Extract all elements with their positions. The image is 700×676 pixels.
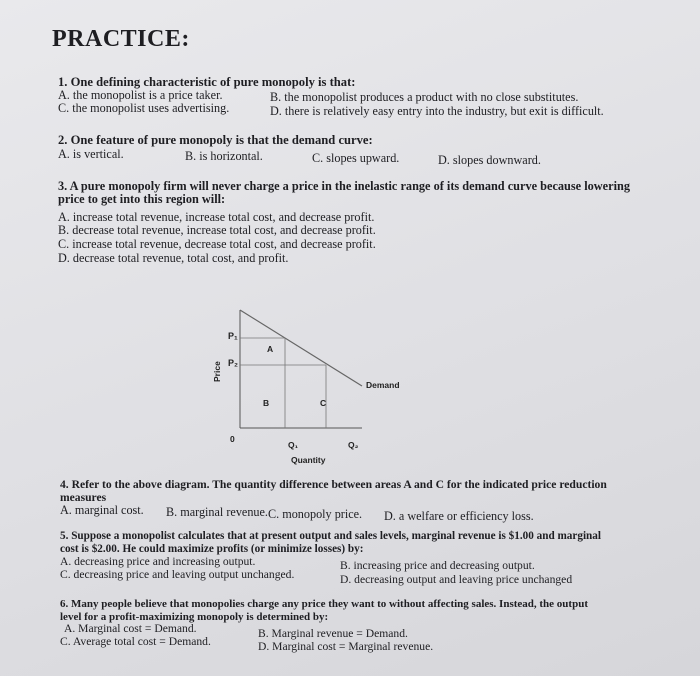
q4-option-d: D. a welfare or efficiency loss. — [384, 509, 534, 523]
q4-option-a: A. marginal cost. — [60, 503, 144, 517]
question-2 — [58, 134, 373, 147]
q3-option-b: B. decrease total revenue, increase total cost, and decrease profit. — [58, 223, 376, 237]
q3-option-c: C. increase total revenue, decrease total cost, and decrease profit. — [58, 237, 376, 251]
q1-option-d: D. there is relatively easy entry into the industry, but exit is difficult. — [270, 104, 604, 118]
question-5 — [60, 530, 670, 556]
question-6 — [60, 598, 680, 624]
question-4-stem-line1: 4. Refer to the above diagram. The quantity difference between areas A and C for the indicated price reduction — [60, 478, 607, 491]
q6-option-d: D. Marginal cost = Marginal revenue. — [258, 640, 434, 653]
area-c-label: C — [320, 398, 327, 408]
question-4 — [60, 478, 670, 504]
question-6-stem-line2: level for a profit-maximizing monopoly is determined by: — [60, 611, 329, 623]
area-b-label: B — [263, 398, 270, 408]
q5-option-a: A. decreasing price and increasing output. — [60, 555, 256, 568]
question-3 — [58, 180, 668, 206]
origin-label: 0 — [230, 434, 235, 444]
question-2-stem: 2. One feature of pure monopoly is that the demand curve: — [58, 133, 373, 147]
q1-option-a: A. the monopolist is a price taker. — [58, 88, 223, 102]
p1-label: P₁ — [228, 331, 238, 341]
q3-option-d: D. decrease total revenue, total cost, and profit. — [58, 251, 289, 265]
question-4-stem-line2: measures — [60, 491, 107, 504]
q2-option-d: D. slopes downward. — [438, 153, 541, 167]
q6-option-a: A. Marginal cost = Demand. — [64, 622, 197, 635]
y-axis-label: Price — [212, 361, 222, 382]
q2-option-c: C. slopes upward. — [312, 151, 400, 165]
q1-label: Q₁ — [288, 440, 299, 450]
q5-option-d: D. decreasing output and leaving price unchanged — [340, 573, 573, 586]
question-5-stem-line2: cost is $2.00. He could maximize profits (or minimize losses) by: — [60, 543, 364, 555]
area-a-label: A — [267, 344, 274, 354]
p2-label: P₂ — [228, 358, 239, 368]
question-5-stem-line1: 5. Suppose a monopolist calculates that at present output and sales levels, marginal revenue is $1.00 and marginal — [60, 530, 601, 542]
q3-option-a: A. increase total revenue, increase total cost, and decrease profit. — [58, 210, 375, 224]
question-6-stem-line1: 6. Many people believe that monopolies charge any price they want to without affecting sales. Instead, the output — [60, 598, 588, 610]
q4-option-c: C. monopoly price. — [268, 507, 363, 521]
demand-label: Demand — [366, 380, 400, 390]
q2-option-a: A. is vertical. — [58, 147, 124, 161]
question-3-stem-line2: price to get into this region will: — [58, 192, 226, 206]
question-3-stem-line1: 3. A pure monopoly firm will never charge a price in the inelastic range of its demand curve because lowering — [58, 179, 630, 193]
q5-option-b: B. increasing price and decreasing output. — [340, 559, 535, 572]
q4-option-b: B. marginal revenue. — [166, 505, 268, 519]
q1-option-c: C. the monopolist uses advertising. — [58, 101, 230, 115]
q6-option-b: B. Marginal revenue = Demand. — [258, 627, 408, 640]
demand-curve — [240, 310, 362, 386]
page-title: PRACTICE: — [52, 26, 190, 52]
q2-option-b: B. is horizontal. — [185, 149, 263, 163]
q1-option-b: B. the monopolist produces a product with no close substitutes. — [270, 90, 579, 104]
q5-option-c: C. decreasing price and leaving output unchanged. — [60, 568, 295, 581]
q2-label: Q₂ — [348, 440, 359, 450]
x-axis-label: Quantity — [291, 455, 326, 465]
q6-option-c: C. Average total cost = Demand. — [60, 635, 211, 648]
demand-diagram — [196, 300, 426, 470]
question-1-stem: 1. One defining characteristic of pure monopoly is that: — [58, 75, 356, 89]
